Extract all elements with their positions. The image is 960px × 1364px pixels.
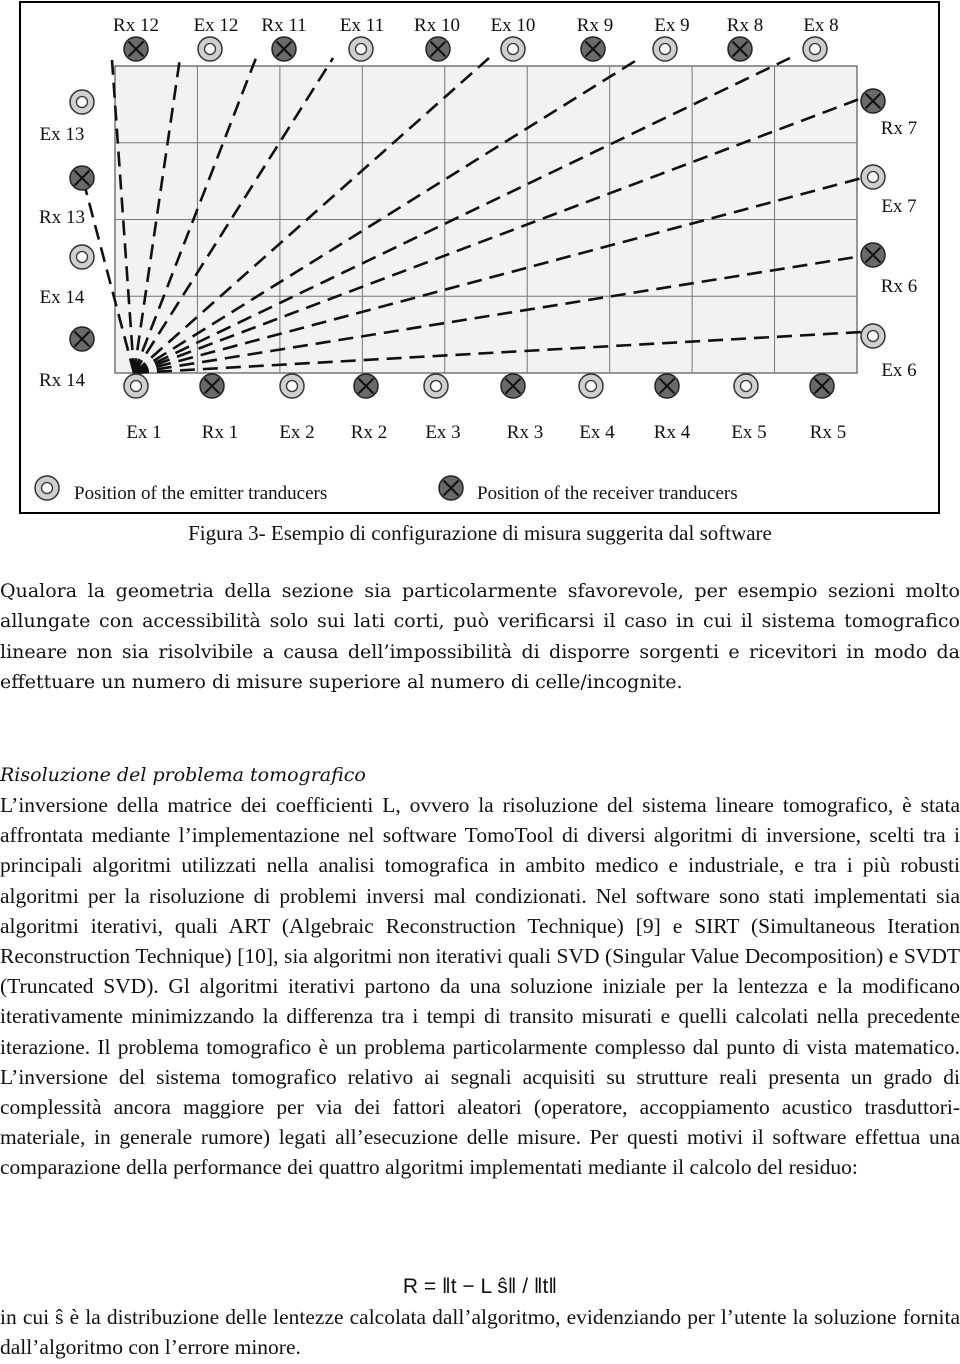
transducer-label: Rx 12 <box>113 15 159 36</box>
emitter-icon-top-2 <box>198 37 222 61</box>
legend-receiver-symbol <box>439 476 463 500</box>
transducer-label: Rx 6 <box>880 276 918 297</box>
receiver-icon-bottom-4 <box>354 374 378 398</box>
emitter-icon-bottom-3 <box>280 374 304 398</box>
emitter-icon-left-3 <box>70 245 94 269</box>
legend-emitter-symbol <box>35 476 59 500</box>
legend-receiver-label: Position of the receiver tranducers <box>477 483 738 504</box>
receiver-icon-left-4 <box>70 327 94 351</box>
emitter-icon-top-4 <box>349 37 373 61</box>
receiver-icon-right-1 <box>861 89 885 113</box>
receiver-icon-top-3 <box>272 37 296 61</box>
paragraph-intro: Qualora la geometria della sezione sia particolarmente sfavorevole, per esempio sezioni molto allungate con accessibilità solo sui lati corti, può verificarsi il caso in cui il sistema tomografico lineare non sia risolvibile a causa dell’impossibilità di disporre sorgenti e ricevitori in modo da effettuare un numero di misure superiore al numero di celle/incognite. <box>0 580 960 694</box>
paragraph-conclusion: in cui ŝ è la distribuzione delle lentezze calcolata dall’algoritmo, evidenziando per l’utente la soluzione fornita dall’algoritmo con l’errore minore. <box>0 1305 960 1360</box>
transducer-label: Rx 8 <box>726 15 764 36</box>
transducer-label: Rx 10 <box>414 15 460 36</box>
transducer-label: Ex 4 <box>579 422 615 443</box>
emitter-icon-bottom-5 <box>424 374 448 398</box>
transducer-label: Rx 9 <box>576 15 614 36</box>
transducer-label: Rx 3 <box>506 422 544 443</box>
residual-formula: R = ǁt − L ŝǁ / ǁtǁ <box>402 1275 558 1298</box>
section-grid <box>115 66 857 373</box>
transducer-label: Rx 13 <box>39 207 85 228</box>
receiver-icon-bottom-2 <box>200 374 224 398</box>
emitter-icon-bottom-1 <box>124 374 148 398</box>
transducer-label: Ex 3 <box>425 422 461 443</box>
transducer-label: Ex 13 <box>39 124 85 145</box>
transducer-label: Ex 10 <box>490 15 536 36</box>
receiver-icon-top-5 <box>426 37 450 61</box>
transducer-label: Ex 11 <box>339 15 385 36</box>
receiver-icon-bottom-6 <box>501 374 525 398</box>
emitter-icon-bottom-7 <box>579 374 603 398</box>
transducer-label: Rx 1 <box>201 422 239 443</box>
transducer-label: Ex 5 <box>731 422 767 443</box>
transducer-label: Rx 14 <box>39 370 85 391</box>
transducer-label: Ex 8 <box>803 15 839 36</box>
transducer-label: Rx 11 <box>261 15 307 36</box>
emitter-icon-bottom-9 <box>734 374 758 398</box>
transducer-label: Rx 7 <box>880 118 918 139</box>
paragraph-inversion: L’inversione della matrice dei coefficienti L, ovvero la risoluzione del sistema lineare tomografico, è stata affrontata mediante l’implementazione nel software TomoTool di diversi algoritmi di inversione, scelti tra i principali algoritmi utilizzati nella analisi tomografica in ambito medico e industriale, e tra i più robusti algoritmi per la risoluzione di problemi inversi mal condizionati. Nel software sono stati implementati sia algoritmi iterativi, quali ART (Algebraic Reconstruction Technique) [9] e SIRT (Simultaneous Iteration Reconstruction Technique) [10], sia algoritmi non iterativi quali SVD (Singular Value Decomposition) e SVDT (Truncated SVD). Gl algoritmi iterativi partono da una soluzione iniziale per la lentezza e la modificano iterativamente minimizzando la differenza tra i tempi di transito misurati e quelli calcolati nella precedente iterazione. Il problema tomografico è un problema particolarmente complesso dal punto di vista matematico. L’inversione del sistema tomografico relativo ai segnali acquisiti su strutture reali presenta un grado di complessità ancora maggiore per via dei fattori aleatori (operatore, accoppiamento acustico trasduttori-materiale, in generale rumore) legati all’esecuzione delle misure. Per questi motivi il software effettua una comparazione della performance dei quattro algoritmi implementati mediante il calcolo del residuo: <box>0 793 960 1180</box>
transducer-label: Ex 6 <box>881 360 917 381</box>
receiver-icon-top-1 <box>124 37 148 61</box>
transducer-configuration-figure <box>0 0 960 520</box>
transducer-label: Ex 7 <box>881 196 917 217</box>
emitter-icon-right-2 <box>861 165 885 189</box>
section-heading: Risoluzione del problema tomografico <box>0 764 366 786</box>
receiver-icon-bottom-10 <box>810 374 834 398</box>
transducer-label: Rx 2 <box>350 422 388 443</box>
receiver-icon-bottom-8 <box>655 374 679 398</box>
transducer-label: Rx 5 <box>809 422 847 443</box>
transducer-label: Ex 2 <box>279 422 315 443</box>
receiver-icon-right-3 <box>861 243 885 267</box>
receiver-icon-top-7 <box>581 37 605 61</box>
receiver-icon-left-2 <box>70 166 94 190</box>
transducer-label: Ex 9 <box>654 15 690 36</box>
figure-caption: Figura 3- Esempio di configurazione di misura suggerita dal software <box>188 521 772 545</box>
transducer-label: Rx 4 <box>653 422 691 443</box>
transducer-label: Ex 1 <box>126 422 162 443</box>
transducer-label: Ex 12 <box>193 15 239 36</box>
emitter-icon-top-10 <box>803 37 827 61</box>
legend-emitter-label: Position of the emitter tranducers <box>74 483 328 504</box>
emitter-icon-left-1 <box>70 90 94 114</box>
emitter-icon-top-6 <box>501 37 525 61</box>
emitter-icon-top-8 <box>653 37 677 61</box>
emitter-icon-right-4 <box>861 324 885 348</box>
receiver-icon-top-9 <box>728 37 752 61</box>
transducer-label: Ex 14 <box>39 287 85 308</box>
